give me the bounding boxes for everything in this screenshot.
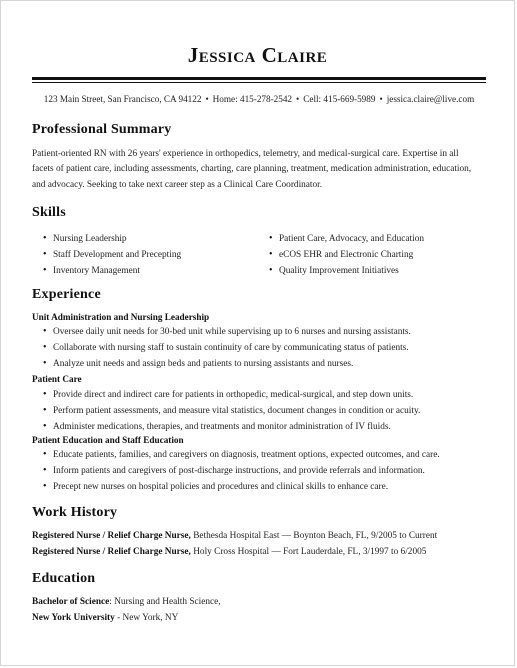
summary-text: Patient-oriented RN with 26 years' experience in orthopedics, telemetry, and medical-surgical care. Expertise in all facets of patient care, including assessments, charting, care planning, treatment, medication administration, education, and advocacy. Seeking to take next career step as a Clinical Care Coordinator. — [32, 149, 472, 190]
school-name: New York University — [32, 613, 115, 623]
home-phone: Home: 415-278-2542 — [212, 94, 293, 104]
header-rule-thin — [32, 82, 486, 83]
experience-subheading: Unit Administration and Nursing Leadership — [32, 312, 210, 322]
experience-bullets — [43, 447, 483, 495]
cell-phone: Cell: 415-669-5989 — [303, 94, 376, 104]
skills-list — [43, 231, 483, 279]
contact-line — [32, 94, 486, 104]
experience-bullet: • Analyze unit needs and assign beds and patients to nursing assistants and nurses. — [43, 356, 483, 372]
experience-bullets — [43, 324, 483, 372]
skill-item: • eCOS EHR and Electronic Charting — [269, 247, 483, 263]
address: 123 Main Street, San Francisco, CA 94122 — [43, 94, 202, 104]
experience-bullet: • Collaborate with nursing staff to sustain continuity of care by communicating status of patients. — [43, 340, 483, 356]
skill-item: • Staff Development and Precepting — [43, 247, 269, 263]
candidate-name: Jessica Claire — [187, 43, 328, 67]
skill-item: • Inventory Management — [43, 263, 269, 279]
experience-bullet: • Educate patients, families, and caregivers on diagnosis, treatment options, expected outcomes, and care. — [43, 447, 483, 463]
work-entry — [32, 547, 487, 557]
work-details: Holy Cross Hospital — Fort Lauderdale, FL, 3/1997 to 6/2005 — [193, 547, 427, 557]
degree-name: Bachelor of Science — [32, 597, 110, 607]
work-history-heading: Work History — [32, 505, 118, 520]
experience-subheading: Patient Education and Staff Education — [32, 435, 184, 445]
work-role: Registered Nurse / Relief Charge Nurse, — [32, 531, 191, 541]
email-link[interactable]: jessica.claire@live.com — [386, 94, 475, 104]
experience-bullet: • Oversee daily unit needs for 30-bed unit while supervising up to 6 nurses and nursing assistants. — [43, 324, 483, 340]
experience-bullet: • Perform patient assessments, and measure vital statistics, document changes in condition or acuity. — [43, 403, 483, 419]
work-details: Bethesda Hospital East — Boynton Beach, FL, 9/2005 to Current — [193, 531, 438, 541]
experience-bullet: • Provide direct and indirect care for patients in orthopedic, medical-surgical, and step down units. — [43, 387, 483, 403]
experience-heading: Experience — [32, 287, 101, 302]
work-role: Registered Nurse / Relief Charge Nurse, — [32, 547, 191, 557]
experience-bullets — [43, 387, 483, 435]
skill-item: • Nursing Leadership — [43, 231, 269, 247]
experience-subheading: Patient Care — [32, 374, 82, 384]
summary-heading: Professional Summary — [32, 122, 172, 137]
skill-item: • Patient Care, Advocacy, and Education — [269, 231, 483, 247]
school-location: - New York, NY — [114, 613, 179, 623]
work-entry — [32, 531, 487, 541]
experience-bullet: • Administer medications, therapies, and treatments and monitor administration of IV fluids. — [43, 419, 483, 435]
education-degree — [32, 597, 487, 607]
skill-item: • Quality Improvement Initiatives — [269, 263, 483, 279]
skills-heading: Skills — [32, 205, 66, 220]
separator-dot: • — [296, 94, 300, 104]
experience-bullet: • Precept new nurses on hospital policies and procedures and clinical skills to enhance care. — [43, 479, 483, 495]
separator-dot: • — [379, 94, 383, 104]
degree-field: : Nursing and Health Science, — [109, 597, 221, 607]
separator-dot: • — [205, 94, 209, 104]
header-rule-thick — [32, 77, 486, 80]
education-heading: Education — [32, 571, 96, 586]
education-school — [32, 613, 487, 623]
experience-bullet: • Inform patients and caregivers of post-discharge instructions, and provide referrals and information. — [43, 463, 483, 479]
